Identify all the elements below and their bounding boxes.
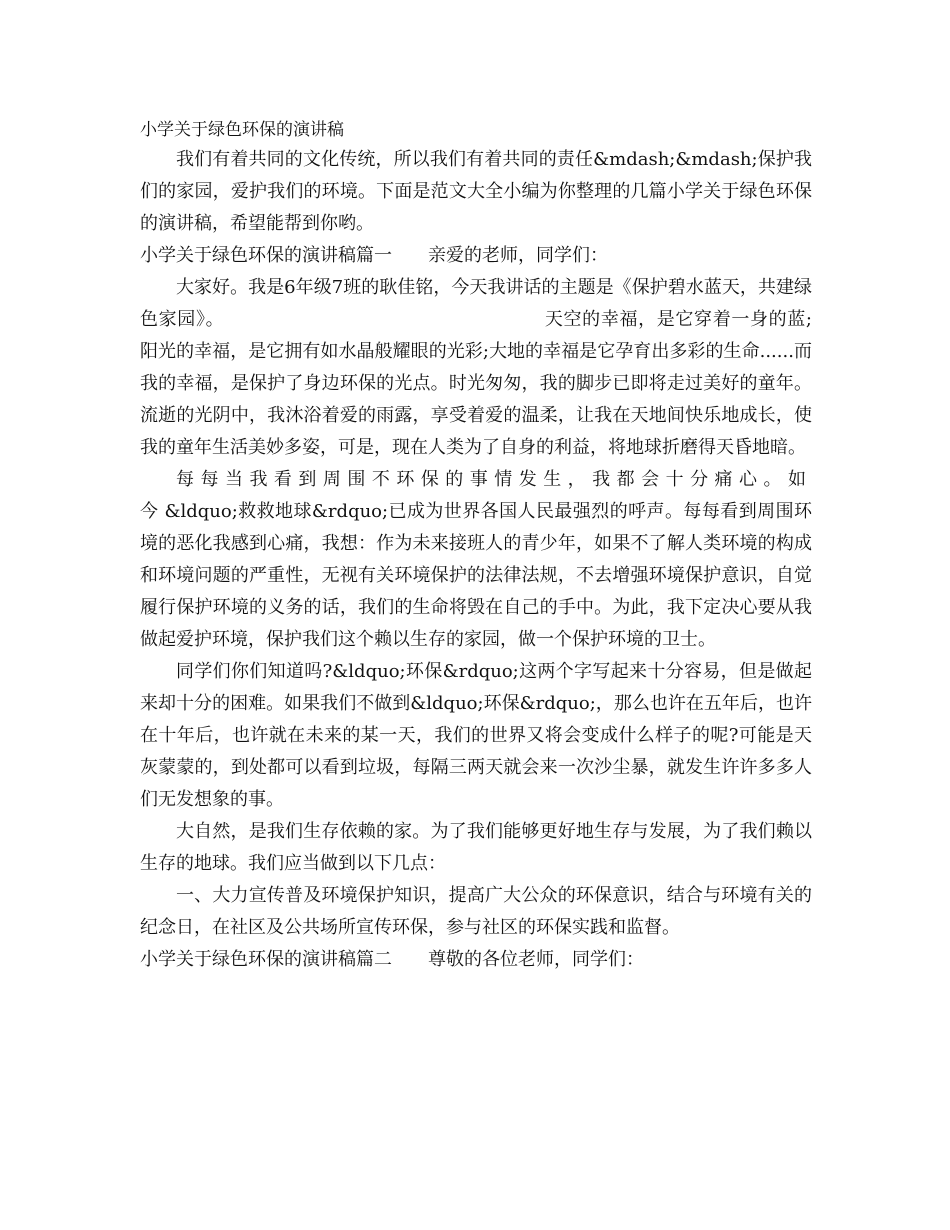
section1-paragraph-4: 大自然，是我们生存依赖的家。为了我们能够更好地生存与发展，为了我们赖以生存的地球。我们应当做到以下几点： <box>140 821 812 874</box>
section1-paragraph-2-text: &ldquo;救救地球&rdquo;已成为世界各国人民最强烈的呼声。每每看到周围环境的恶化我感到心痛，我想：作为未来接班人的青少年，如果不了解人类环境的构成和环境问题的严重性，无视有关环境保护的法律法规，不去增强环境保护意识，自觉履行保护环境的义务的话，我们的生命将毁在自己的手中。为此，我下定决心要从我做起爱护环境，保护我们这个赖以生存的家园，做一个保护环境的卫士。 <box>140 501 813 650</box>
document-title: 小学关于绿色环保的演讲稿 <box>140 120 344 140</box>
section2-heading-line <box>140 944 812 976</box>
section1-paragraph-2 <box>140 464 812 656</box>
section1-greeting: 亲爱的老师，同学们： <box>428 245 608 266</box>
intro-paragraph: 我们有着共同的文化传统，所以我们有着共同的责任&mdash;&mdash;保护我们的家园，爱护我们的环境。下面是范文大全小编为你整理的几篇小学关于绿色环保的演讲稿，希望能帮到你哟。 <box>140 149 812 234</box>
section1-paragraph-2-lead: 每每当我看到周围不环保的事情发生，我都会十分痛心。如今 <box>140 469 812 522</box>
section1-heading: 小学关于绿色环保的演讲稿篇一 <box>140 245 392 266</box>
document-body <box>140 116 812 976</box>
section1-paragraph-3: 同学们你们知道吗?&ldquo;环保&rdquo;这两个字写起来十分容易，但是做起来却十分的困难。如果我们不做到&ldquo;环保&rdquo;，那么也许在五年后，也许在十年后，也许就在未来的某一天，我们的世界又将会变成什么样子的呢?可能是天灰蒙蒙的，到处都可以看到垃圾，每隔三两天就会来一次沙尘暴，就发生许许多多人们无发想象的事。 <box>140 661 812 810</box>
section1-paragraph-5: 一、大力宣传普及环境保护知识，提高广大公众的环保意识，结合与环境有关的纪念日，在社区及公共场所宣传环保，参与社区的环保实践和监督。 <box>140 885 812 938</box>
section1-paragraph-1-text: 大家好。我是6年级7班的耿佳铭，今天我讲话的主题是《保护碧水蓝天，共建绿色家园》。 <box>140 277 812 330</box>
section1-heading-line <box>140 240 812 272</box>
section2-heading: 小学关于绿色环保的演讲稿篇二 <box>140 949 392 970</box>
section1-paragraph-1-continuation: 天空的幸福，是它穿着一身的蓝;阳光的幸福，是它拥有如水晶般耀眼的光彩;大地的幸福是它孕育出多彩的生命......而我的幸福，是保护了身边环保的光点。时光匆匆，我的脚步已即将走过美好的童年。流逝的光阴中，我沐浴着爱的雨露，享受着爱的温柔，让我在天地间快乐地成长，使我的童年生活美妙多姿，可是，现在人类为了自身的利益，将地球折磨得天昏地暗。 <box>140 309 812 458</box>
section2-greeting: 尊敬的各位老师，同学们： <box>428 949 644 970</box>
section1-paragraph-1 <box>140 272 812 464</box>
